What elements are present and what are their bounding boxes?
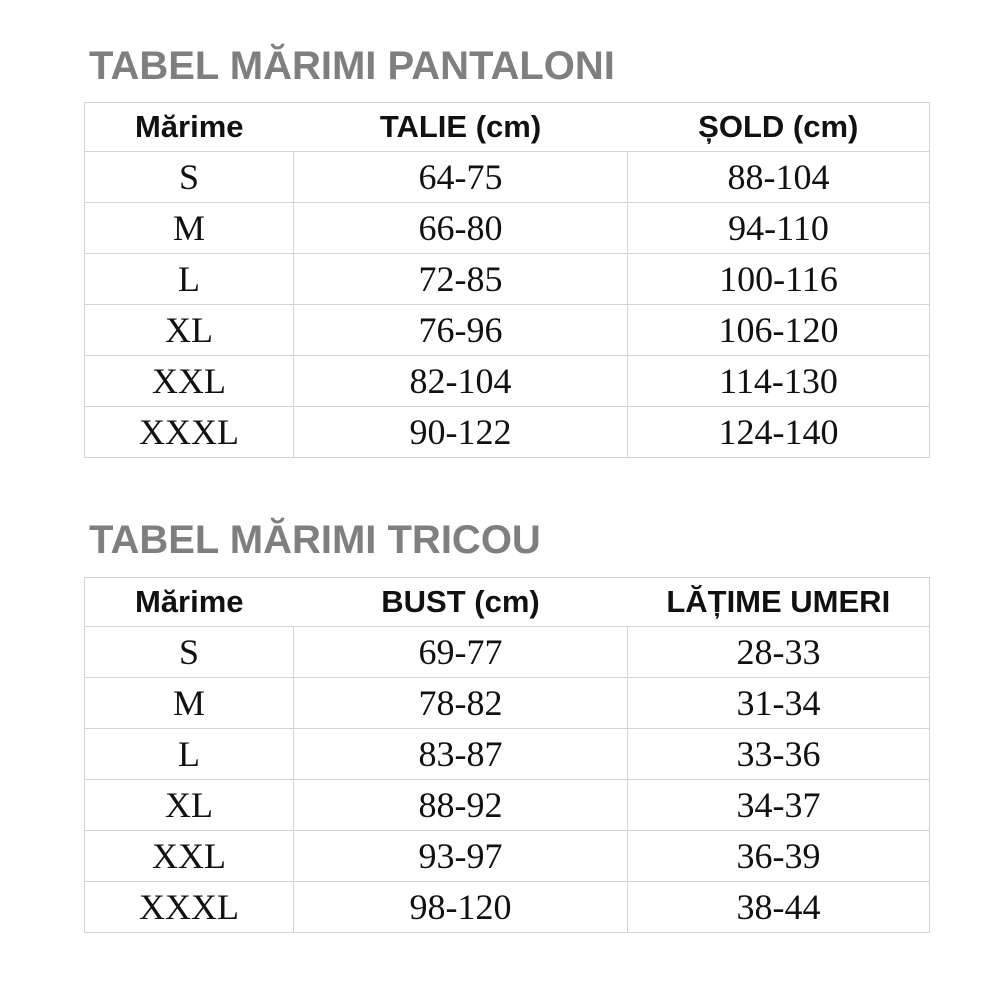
- pants-size-table: [84, 102, 930, 458]
- cell-size: M: [85, 203, 294, 254]
- cell-hip: 100-116: [628, 254, 930, 305]
- table-row: [85, 305, 930, 356]
- cell-bust: 69-77: [294, 627, 628, 678]
- cell-hip: 94-110: [628, 203, 930, 254]
- table-row: [85, 780, 930, 831]
- cell-waist: 72-85: [294, 254, 628, 305]
- cell-waist: 66-80: [294, 203, 628, 254]
- header-hip: ȘOLD (cm): [628, 103, 930, 152]
- cell-shoulder-width: 38-44: [628, 882, 930, 933]
- cell-size: XL: [85, 780, 294, 831]
- cell-size: S: [85, 627, 294, 678]
- cell-size: XXL: [85, 831, 294, 882]
- table-row: [85, 831, 930, 882]
- shirt-table-title: TABEL MĂRIMI TRICOU: [89, 518, 541, 562]
- cell-shoulder-width: 36-39: [628, 831, 930, 882]
- cell-shoulder-width: 33-36: [628, 729, 930, 780]
- cell-hip: 88-104: [628, 152, 930, 203]
- cell-hip: 106-120: [628, 305, 930, 356]
- header-size: Mărime: [85, 578, 294, 627]
- header-shoulder-width: LĂȚIME UMERI: [628, 578, 930, 627]
- table-row: [85, 203, 930, 254]
- table-row: [85, 254, 930, 305]
- cell-bust: 78-82: [294, 678, 628, 729]
- shirt-size-table: [84, 577, 930, 933]
- table-row: [85, 407, 930, 458]
- pants-table-title: TABEL MĂRIMI PANTALONI: [89, 44, 615, 88]
- cell-bust: 83-87: [294, 729, 628, 780]
- cell-waist: 82-104: [294, 356, 628, 407]
- header-bust: BUST (cm): [294, 578, 628, 627]
- table-row: [85, 627, 930, 678]
- table-row: [85, 882, 930, 933]
- cell-bust: 98-120: [294, 882, 628, 933]
- header-size: Mărime: [85, 103, 294, 152]
- cell-size: XXXL: [85, 407, 294, 458]
- cell-bust: 93-97: [294, 831, 628, 882]
- table-header-row: [85, 578, 930, 627]
- cell-waist: 90-122: [294, 407, 628, 458]
- cell-size: M: [85, 678, 294, 729]
- cell-waist: 76-96: [294, 305, 628, 356]
- cell-hip: 124-140: [628, 407, 930, 458]
- cell-size: XXXL: [85, 882, 294, 933]
- cell-shoulder-width: 34-37: [628, 780, 930, 831]
- cell-size: XXL: [85, 356, 294, 407]
- cell-bust: 88-92: [294, 780, 628, 831]
- cell-shoulder-width: 31-34: [628, 678, 930, 729]
- cell-size: L: [85, 729, 294, 780]
- cell-size: S: [85, 152, 294, 203]
- cell-shoulder-width: 28-33: [628, 627, 930, 678]
- cell-waist: 64-75: [294, 152, 628, 203]
- cell-hip: 114-130: [628, 356, 930, 407]
- table-row: [85, 678, 930, 729]
- table-row: [85, 356, 930, 407]
- table-row: [85, 729, 930, 780]
- table-row: [85, 152, 930, 203]
- table-header-row: [85, 103, 930, 152]
- header-waist: TALIE (cm): [294, 103, 628, 152]
- cell-size: L: [85, 254, 294, 305]
- cell-size: XL: [85, 305, 294, 356]
